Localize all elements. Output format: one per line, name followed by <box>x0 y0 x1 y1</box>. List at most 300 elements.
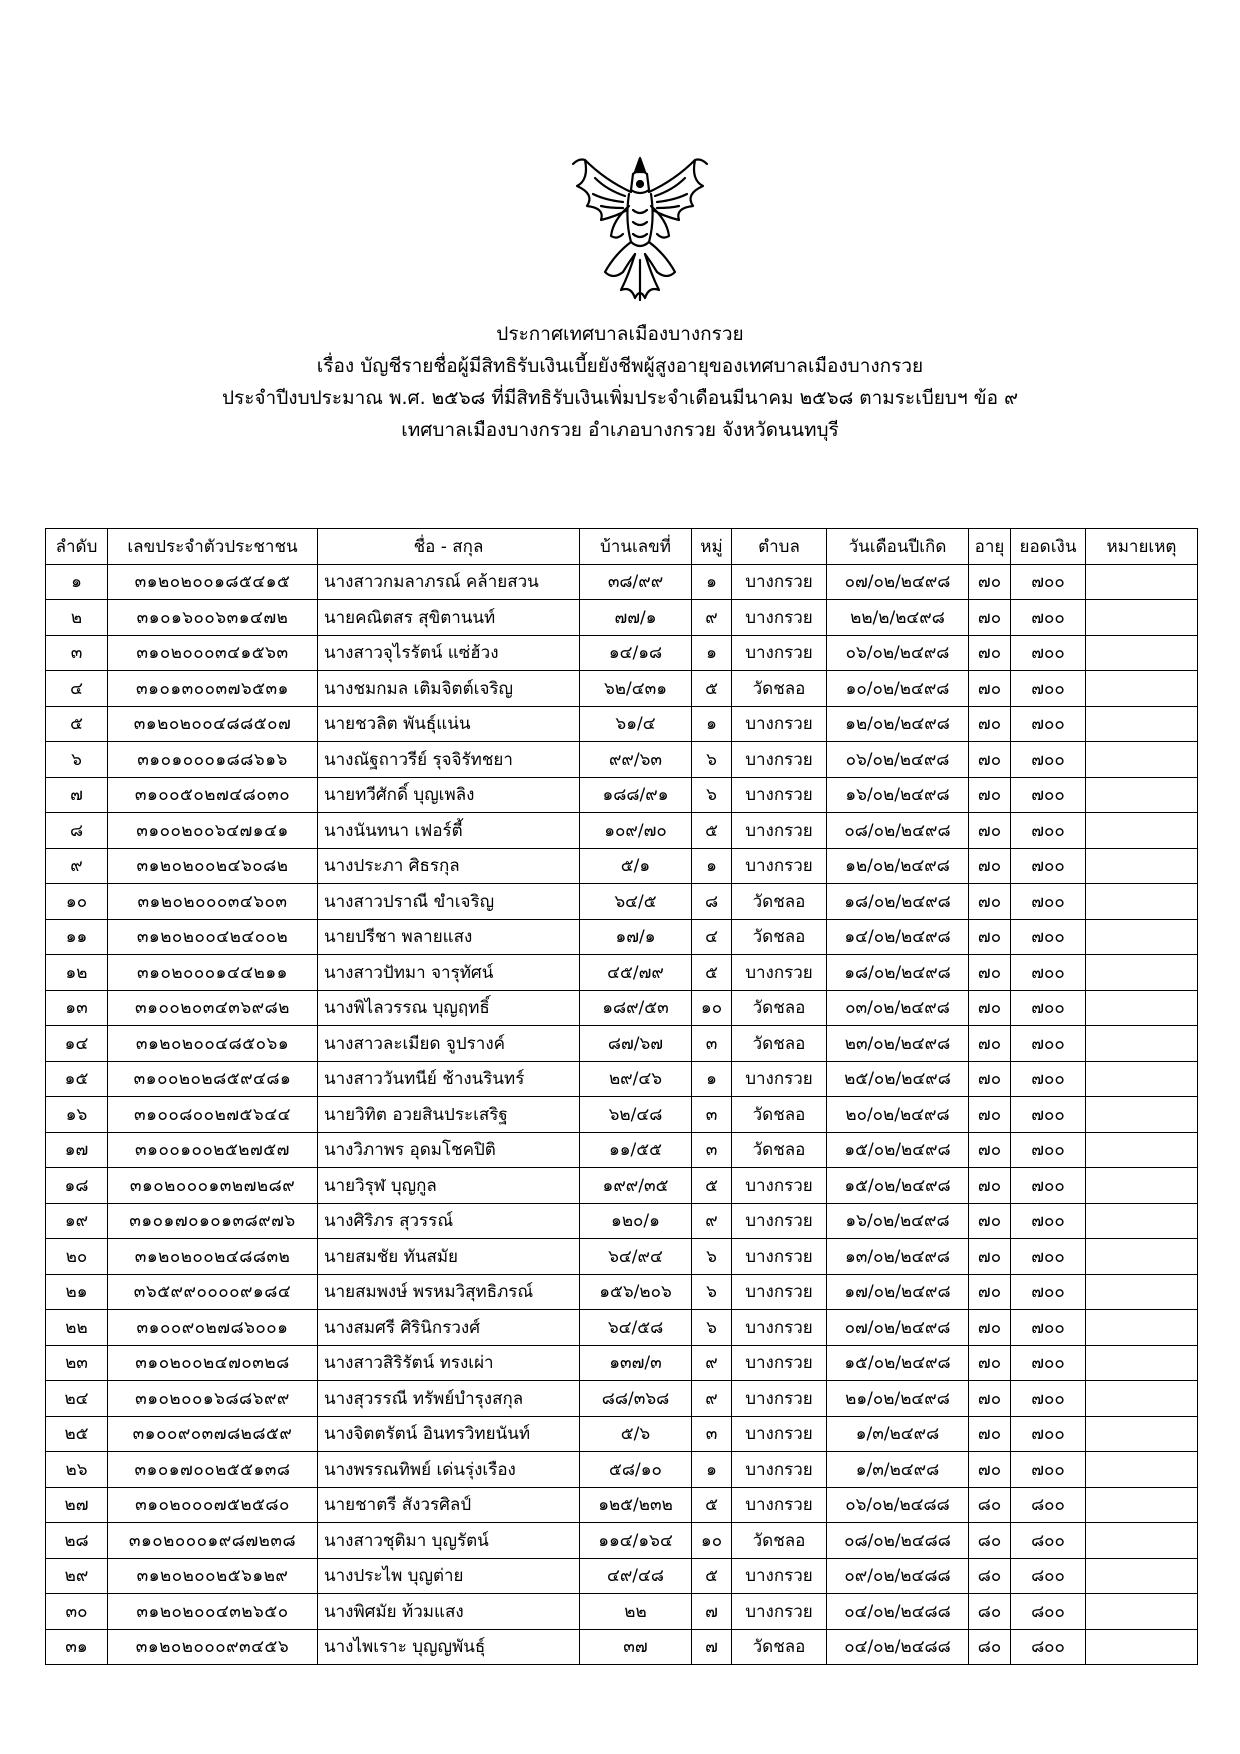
col-header-order: ลำดับ <box>46 529 108 565</box>
cell-name: นางไพเราะ บุญญพันธุ์ <box>318 1629 580 1665</box>
cell-village: ๘ <box>692 884 732 920</box>
cell-birth-date: ๐๗/๐๒/๒๔๙๘ <box>827 564 969 600</box>
col-header-citizen-id: เลขประจำตัวประชาชน <box>108 529 318 565</box>
cell-subdistrict: วัดชลอ <box>732 1629 827 1665</box>
cell-citizen-id: ๓๑๒๐๒๐๐๔๒๔๐๐๒ <box>108 919 318 955</box>
cell-birth-date: ๑๕/๐๒/๒๔๙๘ <box>827 1345 969 1381</box>
cell-house-number: ๑๐๙/๗๐ <box>580 813 692 849</box>
cell-house-number: ๖๒/๔๓๑ <box>580 671 692 707</box>
cell-remarks <box>1086 1452 1198 1488</box>
cell-village: ๖ <box>692 1310 732 1346</box>
cell-village: ๑ <box>692 1452 732 1488</box>
cell-name: นายวิรุฬ บุญกูล <box>318 1168 580 1204</box>
announcement-subject: เรื่อง บัญชีรายชื่อผู้มีสิทธิรับเงินเบี้ยยังชีพผู้สูงอายุของเทศบาลเมืองบางกรวย <box>316 355 924 377</box>
cell-remarks <box>1086 955 1198 991</box>
beneficiary-table <box>45 528 1198 1665</box>
cell-citizen-id: ๓๑๐๐๘๐๐๒๗๕๖๔๔ <box>108 1097 318 1133</box>
cell-village: ๖ <box>692 1274 732 1310</box>
cell-age: ๗๐ <box>969 1168 1011 1204</box>
cell-order: ๒๗ <box>46 1487 108 1523</box>
cell-age: ๗๐ <box>969 671 1011 707</box>
table-row <box>46 742 1198 778</box>
cell-village: ๗ <box>692 1594 732 1630</box>
cell-subdistrict: บางกรวย <box>732 1381 827 1417</box>
cell-birth-date: ๑๒/๐๒/๒๔๙๘ <box>827 848 969 884</box>
cell-order: ๑ <box>46 564 108 600</box>
table-body <box>46 564 1198 1665</box>
cell-citizen-id: ๓๑๒๐๒๐๐๐๙๓๔๕๖ <box>108 1629 318 1665</box>
cell-citizen-id: ๓๑๐๐๕๐๒๗๔๘๐๓๐ <box>108 777 318 813</box>
cell-remarks <box>1086 1416 1198 1452</box>
cell-subdistrict: บางกรวย <box>732 848 827 884</box>
cell-amount: ๗๐๐ <box>1011 1168 1086 1204</box>
table-row <box>46 1203 1198 1239</box>
table-row <box>46 1026 1198 1062</box>
cell-village: ๑ <box>692 848 732 884</box>
cell-name: นายทวีศักดิ์ บุญเพลิง <box>318 777 580 813</box>
cell-subdistrict: วัดชลอ <box>732 671 827 707</box>
cell-birth-date: ๑๖/๐๒/๒๔๙๘ <box>827 1203 969 1239</box>
cell-age: ๗๐ <box>969 564 1011 600</box>
cell-house-number: ๑๔/๑๘ <box>580 635 692 671</box>
cell-name: นางจิตตรัตน์ อินทรวิทยนันท์ <box>318 1416 580 1452</box>
cell-order: ๘ <box>46 813 108 849</box>
cell-name: นางสาวสิริรัตน์ ทรงเผ่า <box>318 1345 580 1381</box>
table-row <box>46 777 1198 813</box>
cell-remarks <box>1086 777 1198 813</box>
cell-house-number: ๔๕/๗๙ <box>580 955 692 991</box>
table-row <box>46 1452 1198 1488</box>
cell-order: ๕ <box>46 706 108 742</box>
cell-order: ๒๖ <box>46 1452 108 1488</box>
cell-citizen-id: ๓๑๒๐๒๐๐๒๔๖๐๘๒ <box>108 848 318 884</box>
cell-age: ๗๐ <box>969 1026 1011 1062</box>
cell-birth-date: ๐๖/๐๒/๒๔๘๘ <box>827 1487 969 1523</box>
cell-citizen-id: ๓๑๒๐๒๐๐๑๘๕๔๑๕ <box>108 564 318 600</box>
cell-amount: ๗๐๐ <box>1011 1310 1086 1346</box>
cell-remarks <box>1086 919 1198 955</box>
cell-name: นางสาววันทนีย์ ช้างนรินทร์ <box>318 1061 580 1097</box>
cell-age: ๗๐ <box>969 1061 1011 1097</box>
cell-house-number: ๖๒/๔๘ <box>580 1097 692 1133</box>
cell-citizen-id: ๓๑๐๐๙๐๒๗๘๖๐๐๑ <box>108 1310 318 1346</box>
cell-age: ๗๐ <box>969 1310 1011 1346</box>
table-row <box>46 635 1198 671</box>
cell-name: นายชาตรี สังวรศิลป์ <box>318 1487 580 1523</box>
cell-order: ๑๗ <box>46 1132 108 1168</box>
cell-subdistrict: บางกรวย <box>732 1274 827 1310</box>
cell-village: ๙ <box>692 1381 732 1417</box>
table-row <box>46 1487 1198 1523</box>
cell-age: ๗๐ <box>969 600 1011 636</box>
cell-citizen-id: ๓๑๒๐๒๐๐๒๔๘๘๓๒ <box>108 1239 318 1275</box>
cell-birth-date: ๑๔/๐๒/๒๔๙๘ <box>827 919 969 955</box>
cell-amount: ๗๐๐ <box>1011 1132 1086 1168</box>
cell-order: ๑๖ <box>46 1097 108 1133</box>
cell-name: นางวิภาพร อุดมโชคปิติ <box>318 1132 580 1168</box>
cell-order: ๑๒ <box>46 955 108 991</box>
cell-remarks <box>1086 1310 1198 1346</box>
cell-age: ๗๐ <box>969 1097 1011 1133</box>
cell-citizen-id: ๓๑๐๑๐๐๐๑๘๘๖๑๖ <box>108 742 318 778</box>
cell-name: นางสาวปัทมา จารุทัศน์ <box>318 955 580 991</box>
cell-citizen-id: ๓๑๐๑๓๐๐๓๗๖๕๓๑ <box>108 671 318 707</box>
table-row <box>46 564 1198 600</box>
cell-birth-date: ๑๕/๐๒/๒๔๙๘ <box>827 1168 969 1204</box>
cell-amount: ๗๐๐ <box>1011 884 1086 920</box>
cell-age: ๗๐ <box>969 1416 1011 1452</box>
cell-remarks <box>1086 1203 1198 1239</box>
table-row <box>46 1558 1198 1594</box>
cell-name: นางพิไลวรรณ บุญฤทธิ์ <box>318 990 580 1026</box>
cell-subdistrict: บางกรวย <box>732 777 827 813</box>
cell-order: ๒๙ <box>46 1558 108 1594</box>
cell-age: ๘๐ <box>969 1487 1011 1523</box>
cell-citizen-id: ๓๑๐๒๐๐๑๖๘๘๖๙๙ <box>108 1381 318 1417</box>
table-row <box>46 1310 1198 1346</box>
cell-birth-date: ๑๕/๐๒/๒๔๙๘ <box>827 1132 969 1168</box>
cell-village: ๕ <box>692 671 732 707</box>
cell-village: ๖ <box>692 777 732 813</box>
cell-amount: ๗๐๐ <box>1011 848 1086 884</box>
cell-age: ๗๐ <box>969 1203 1011 1239</box>
cell-house-number: ๓๘/๙๙ <box>580 564 692 600</box>
cell-order: ๒๑ <box>46 1274 108 1310</box>
col-header-subdistrict: ตำบล <box>732 529 827 565</box>
cell-village: ๕ <box>692 813 732 849</box>
cell-house-number: ๓๗ <box>580 1629 692 1665</box>
cell-amount: ๗๐๐ <box>1011 1061 1086 1097</box>
cell-order: ๑๙ <box>46 1203 108 1239</box>
cell-name: นางพิศมัย ท้วมแสง <box>318 1594 580 1630</box>
cell-subdistrict: บางกรวย <box>732 564 827 600</box>
cell-birth-date: ๑๐/๐๒/๒๔๙๘ <box>827 671 969 707</box>
cell-subdistrict: วัดชลอ <box>732 1523 827 1559</box>
cell-amount: ๗๐๐ <box>1011 955 1086 991</box>
cell-name: นางสาวปราณี ขำเจริญ <box>318 884 580 920</box>
cell-citizen-id: ๓๑๐๑๖๐๐๖๓๑๔๗๒ <box>108 600 318 636</box>
cell-amount: ๗๐๐ <box>1011 1381 1086 1417</box>
cell-subdistrict: วัดชลอ <box>732 990 827 1026</box>
cell-house-number: ๑๒๐/๑ <box>580 1203 692 1239</box>
table-row <box>46 706 1198 742</box>
cell-house-number: ๑๑๔/๑๖๔ <box>580 1523 692 1559</box>
cell-order: ๔ <box>46 671 108 707</box>
cell-amount: ๗๐๐ <box>1011 1416 1086 1452</box>
cell-birth-date: ๐๘/๐๒/๒๔๙๘ <box>827 813 969 849</box>
cell-house-number: ๑๓๗/๓ <box>580 1345 692 1381</box>
cell-name: นางณัฐถาวรีย์ รุจจิรัทชยา <box>318 742 580 778</box>
cell-house-number: ๑๒๕/๒๓๒ <box>580 1487 692 1523</box>
cell-subdistrict: บางกรวย <box>732 1345 827 1381</box>
cell-birth-date: ๑๒/๐๒/๒๔๙๘ <box>827 706 969 742</box>
cell-remarks <box>1086 1594 1198 1630</box>
cell-amount: ๘๐๐ <box>1011 1629 1086 1665</box>
cell-name: นายชวลิต พันธุ์แน่น <box>318 706 580 742</box>
cell-name: นางสาวกมลาภรณ์ คล้ายสวน <box>318 564 580 600</box>
cell-remarks <box>1086 635 1198 671</box>
cell-amount: ๗๐๐ <box>1011 1345 1086 1381</box>
cell-order: ๑๘ <box>46 1168 108 1204</box>
cell-birth-date: ๑/๓/๒๔๙๘ <box>827 1416 969 1452</box>
cell-amount: ๗๐๐ <box>1011 1026 1086 1062</box>
cell-house-number: ๑๙๙/๓๕ <box>580 1168 692 1204</box>
cell-amount: ๗๐๐ <box>1011 990 1086 1026</box>
cell-order: ๓๐ <box>46 1594 108 1630</box>
cell-village: ๔ <box>692 919 732 955</box>
cell-age: ๗๐ <box>969 1345 1011 1381</box>
cell-age: ๗๐ <box>969 706 1011 742</box>
cell-house-number: ๕๘/๑๐ <box>580 1452 692 1488</box>
table-row <box>46 1345 1198 1381</box>
cell-birth-date: ๑๗/๐๒/๒๔๙๘ <box>827 1274 969 1310</box>
cell-order: ๑๕ <box>46 1061 108 1097</box>
cell-remarks <box>1086 564 1198 600</box>
cell-citizen-id: ๓๑๐๒๐๐๐๗๕๒๕๘๐ <box>108 1487 318 1523</box>
col-header-village: หมู่ <box>692 529 732 565</box>
table-row <box>46 1132 1198 1168</box>
cell-village: ๕ <box>692 1558 732 1594</box>
garuda-emblem-icon <box>565 150 715 310</box>
cell-name: นางประไพ บุญต่าย <box>318 1558 580 1594</box>
cell-village: ๑ <box>692 1061 732 1097</box>
cell-name: นางสาวจุไรรัตน์ แซ่ฮ้วง <box>318 635 580 671</box>
cell-remarks <box>1086 1523 1198 1559</box>
cell-name: นางพรรณทิพย์ เด่นรุ่งเรือง <box>318 1452 580 1488</box>
cell-remarks <box>1086 1381 1198 1417</box>
cell-remarks <box>1086 742 1198 778</box>
cell-age: ๗๐ <box>969 1274 1011 1310</box>
col-header-birth-date: วันเดือนปีเกิด <box>827 529 969 565</box>
cell-birth-date: ๑๘/๐๒/๒๔๙๘ <box>827 955 969 991</box>
cell-village: ๓ <box>692 1026 732 1062</box>
cell-subdistrict: บางกรวย <box>732 635 827 671</box>
cell-house-number: ๘๘/๓๖๘ <box>580 1381 692 1417</box>
cell-village: ๑๐ <box>692 990 732 1026</box>
cell-subdistrict: บางกรวย <box>732 600 827 636</box>
cell-amount: ๗๐๐ <box>1011 564 1086 600</box>
cell-subdistrict: บางกรวย <box>732 813 827 849</box>
table-row <box>46 1523 1198 1559</box>
cell-house-number: ๙๙/๖๓ <box>580 742 692 778</box>
cell-birth-date: ๐๗/๐๒/๒๔๙๘ <box>827 1310 969 1346</box>
cell-order: ๒๘ <box>46 1523 108 1559</box>
cell-house-number: ๖๔/๙๔ <box>580 1239 692 1275</box>
cell-village: ๙ <box>692 1345 732 1381</box>
cell-birth-date: ๐๔/๐๒/๒๔๘๘ <box>827 1629 969 1665</box>
cell-house-number: ๑๘๘/๙๑ <box>580 777 692 813</box>
cell-birth-date: ๒๑/๐๒/๒๔๙๘ <box>827 1381 969 1417</box>
cell-house-number: ๗๗/๑ <box>580 600 692 636</box>
cell-subdistrict: บางกรวย <box>732 706 827 742</box>
cell-birth-date: ๐๘/๐๒/๒๔๘๘ <box>827 1523 969 1559</box>
cell-house-number: ๑๕๖/๒๐๖ <box>580 1274 692 1310</box>
table-row <box>46 848 1198 884</box>
cell-age: ๘๐ <box>969 1629 1011 1665</box>
announcement-title: ประกาศเทศบาลเมืองบางกรวย <box>496 323 744 345</box>
cell-remarks <box>1086 671 1198 707</box>
table-row <box>46 919 1198 955</box>
cell-name: นางสาวชุติมา บุญรัตน์ <box>318 1523 580 1559</box>
cell-village: ๕ <box>692 1487 732 1523</box>
cell-amount: ๘๐๐ <box>1011 1523 1086 1559</box>
cell-house-number: ๑๑/๕๕ <box>580 1132 692 1168</box>
table-row <box>46 1416 1198 1452</box>
cell-house-number: ๕/๖ <box>580 1416 692 1452</box>
cell-age: ๗๐ <box>969 635 1011 671</box>
cell-birth-date: ๑/๓/๒๔๙๘ <box>827 1452 969 1488</box>
cell-order: ๖ <box>46 742 108 778</box>
cell-order: ๒๓ <box>46 1345 108 1381</box>
announcement-period: ประจำปีงบประมาณ พ.ศ. ๒๕๖๘ ที่มีสิทธิรับเงินเพิ่มประจำเดือนมีนาคม ๒๕๖๘ ตามระเบียบฯ ข้อ ๙ <box>221 387 1019 409</box>
cell-order: ๒๒ <box>46 1310 108 1346</box>
table-row <box>46 1381 1198 1417</box>
cell-amount: ๗๐๐ <box>1011 1452 1086 1488</box>
cell-birth-date: ๒๓/๐๒/๒๔๙๘ <box>827 1026 969 1062</box>
cell-amount: ๗๐๐ <box>1011 600 1086 636</box>
col-header-remarks: หมายเหตุ <box>1086 529 1198 565</box>
cell-village: ๖ <box>692 742 732 778</box>
cell-subdistrict: วัดชลอ <box>732 1132 827 1168</box>
cell-name: นางประภา ศิธรกุล <box>318 848 580 884</box>
cell-order: ๑๔ <box>46 1026 108 1062</box>
cell-birth-date: ๐๔/๐๒/๒๔๘๘ <box>827 1594 969 1630</box>
cell-house-number: ๒๙/๔๖ <box>580 1061 692 1097</box>
cell-house-number: ๒๒ <box>580 1594 692 1630</box>
cell-name: นางนันทนา เฟอร์ตี้ <box>318 813 580 849</box>
cell-remarks <box>1086 1345 1198 1381</box>
table-row <box>46 1239 1198 1275</box>
cell-subdistrict: บางกรวย <box>732 1452 827 1488</box>
cell-remarks <box>1086 1097 1198 1133</box>
cell-subdistrict: บางกรวย <box>732 1168 827 1204</box>
cell-village: ๕ <box>692 955 732 991</box>
cell-subdistrict: บางกรวย <box>732 1594 827 1630</box>
cell-name: นางชมกมล เติมจิตต์เจริญ <box>318 671 580 707</box>
cell-village: ๕ <box>692 1168 732 1204</box>
cell-citizen-id: ๓๑๐๒๐๐๒๔๗๐๓๒๘ <box>108 1345 318 1381</box>
cell-subdistrict: บางกรวย <box>732 742 827 778</box>
cell-citizen-id: ๓๑๐๐๙๐๓๗๘๒๘๕๙ <box>108 1416 318 1452</box>
cell-citizen-id: ๓๑๐๒๐๐๐๑๙๘๗๒๓๘ <box>108 1523 318 1559</box>
cell-citizen-id: ๓๑๐๒๐๐๐๑๓๒๗๒๘๙ <box>108 1168 318 1204</box>
cell-house-number: ๑๘๙/๕๓ <box>580 990 692 1026</box>
cell-amount: ๗๐๐ <box>1011 635 1086 671</box>
table-row <box>46 671 1198 707</box>
cell-citizen-id: ๓๑๒๐๒๐๐๔๘๕๐๖๑ <box>108 1026 318 1062</box>
cell-village: ๑ <box>692 635 732 671</box>
cell-citizen-id: ๓๑๒๐๒๐๐๐๓๔๖๐๓ <box>108 884 318 920</box>
cell-amount: ๗๐๐ <box>1011 813 1086 849</box>
cell-age: ๗๐ <box>969 742 1011 778</box>
cell-village: ๗ <box>692 1629 732 1665</box>
cell-citizen-id: ๓๑๐๑๗๐๐๒๕๕๑๓๘ <box>108 1452 318 1488</box>
cell-birth-date: ๐๖/๐๒/๒๔๙๘ <box>827 742 969 778</box>
cell-remarks <box>1086 1629 1198 1665</box>
cell-age: ๗๐ <box>969 990 1011 1026</box>
cell-order: ๒๕ <box>46 1416 108 1452</box>
table-row <box>46 1274 1198 1310</box>
cell-house-number: ๖๔/๕๘ <box>580 1310 692 1346</box>
cell-age: ๗๐ <box>969 848 1011 884</box>
cell-name: นายคณิตสร สุขิตานนท์ <box>318 600 580 636</box>
cell-house-number: ๕/๑ <box>580 848 692 884</box>
cell-remarks <box>1086 1026 1198 1062</box>
cell-village: ๑ <box>692 564 732 600</box>
cell-remarks <box>1086 990 1198 1026</box>
cell-village: ๙ <box>692 1203 732 1239</box>
cell-name: นางสมศรี ศิรินิกรวงศ์ <box>318 1310 580 1346</box>
cell-order: ๑๐ <box>46 884 108 920</box>
cell-birth-date: ๒๒/๒/๒๔๙๘ <box>827 600 969 636</box>
cell-birth-date: ๐๖/๐๒/๒๔๙๘ <box>827 635 969 671</box>
cell-subdistrict: บางกรวย <box>732 1487 827 1523</box>
cell-subdistrict: บางกรวย <box>732 1310 827 1346</box>
cell-amount: ๘๐๐ <box>1011 1487 1086 1523</box>
cell-order: ๓๑ <box>46 1629 108 1665</box>
cell-citizen-id: ๓๑๒๐๒๐๐๔๘๘๕๐๗ <box>108 706 318 742</box>
cell-name: นายสมพงษ์ พรหมวิสุทธิภรณ์ <box>318 1274 580 1310</box>
cell-birth-date: ๑๖/๐๒/๒๔๙๘ <box>827 777 969 813</box>
cell-birth-date: ๐๙/๐๒/๒๔๘๘ <box>827 1558 969 1594</box>
cell-birth-date: ๑๘/๐๒/๒๔๙๘ <box>827 884 969 920</box>
cell-name: นายปรีชา พลายแสง <box>318 919 580 955</box>
cell-order: ๑๓ <box>46 990 108 1026</box>
cell-order: ๓ <box>46 635 108 671</box>
cell-subdistrict: วัดชลอ <box>732 1026 827 1062</box>
cell-amount: ๗๐๐ <box>1011 1274 1086 1310</box>
cell-house-number: ๖๔/๕ <box>580 884 692 920</box>
cell-subdistrict: วัดชลอ <box>732 919 827 955</box>
col-header-name: ชื่อ - สกุล <box>318 529 580 565</box>
cell-citizen-id: ๓๑๐๑๗๐๑๐๑๓๘๙๗๖ <box>108 1203 318 1239</box>
col-header-amount: ยอดเงิน <box>1011 529 1086 565</box>
cell-subdistrict: บางกรวย <box>732 1203 827 1239</box>
table-row <box>46 813 1198 849</box>
cell-remarks <box>1086 813 1198 849</box>
cell-name: นายวิทิต อวยสินประเสริฐ <box>318 1097 580 1133</box>
cell-village: ๓ <box>692 1416 732 1452</box>
cell-village: ๓ <box>692 1132 732 1168</box>
cell-age: ๗๐ <box>969 919 1011 955</box>
cell-remarks <box>1086 1274 1198 1310</box>
cell-remarks <box>1086 1487 1198 1523</box>
cell-house-number: ๔๙/๔๘ <box>580 1558 692 1594</box>
cell-age: ๘๐ <box>969 1594 1011 1630</box>
cell-birth-date: ๒๕/๐๒/๒๔๙๘ <box>827 1061 969 1097</box>
cell-age: ๘๐ <box>969 1523 1011 1559</box>
cell-remarks <box>1086 600 1198 636</box>
cell-order: ๑๑ <box>46 919 108 955</box>
cell-village: ๖ <box>692 1239 732 1275</box>
cell-order: ๒ <box>46 600 108 636</box>
table-row <box>46 1168 1198 1204</box>
cell-citizen-id: ๓๑๐๒๐๐๐๑๔๔๒๑๑ <box>108 955 318 991</box>
table-row <box>46 600 1198 636</box>
cell-age: ๗๐ <box>969 1452 1011 1488</box>
cell-subdistrict: บางกรวย <box>732 1416 827 1452</box>
cell-citizen-id: ๓๑๒๐๒๐๐๒๕๖๑๒๙ <box>108 1558 318 1594</box>
cell-citizen-id: ๓๑๒๐๒๐๐๔๓๒๖๕๐ <box>108 1594 318 1630</box>
cell-remarks <box>1086 1168 1198 1204</box>
cell-citizen-id: ๓๑๐๒๐๐๐๓๔๑๕๖๓ <box>108 635 318 671</box>
cell-remarks <box>1086 1061 1198 1097</box>
cell-name: นางศิริภร สุวรรณ์ <box>318 1203 580 1239</box>
cell-amount: ๗๐๐ <box>1011 706 1086 742</box>
cell-remarks <box>1086 1558 1198 1594</box>
cell-age: ๘๐ <box>969 1558 1011 1594</box>
cell-age: ๗๐ <box>969 884 1011 920</box>
